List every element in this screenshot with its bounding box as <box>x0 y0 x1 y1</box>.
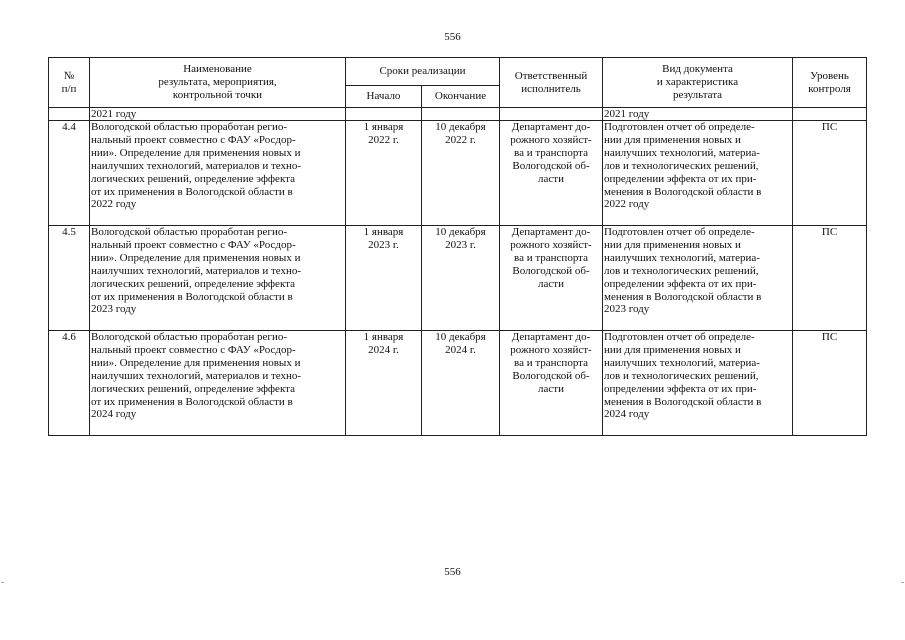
cell-start <box>346 108 422 121</box>
header-control-level: Уровень контроля <box>793 58 867 108</box>
scan-edge-mark-left <box>1 582 4 583</box>
cell-name: Вологодской областью проработан регио- нальный проект совместно с ФАУ «Росдор- нии». Определение для применения новых и наилучших технологий, материалов и техно- логических решений, определение эффекта от их применения в Вологодской области в 2023 году <box>90 226 346 331</box>
cell-control-level: ПС <box>793 226 867 331</box>
header-responsible: Ответственный исполнитель <box>500 58 603 108</box>
cell-document: Подготовлен отчет об определе- нии для применения новых и наилучших технологий, материа- лов и технологических решений, определении эффекта от их при- менения в Вологодской области в 2024 году <box>603 331 793 436</box>
header-start: Начало <box>346 86 422 108</box>
cell-responsible: Департамент до- рожного хозяйст- ва и транспорта Вологодской об- ласти <box>500 121 603 226</box>
implementation-table <box>48 57 867 436</box>
cell-start: 1 января 2024 г. <box>346 331 422 436</box>
cell-number: 4.4 <box>49 121 90 226</box>
cell-document: Подготовлен отчет об определе- нии для применения новых и наилучших технологий, материа- лов и технологических решений, определении эффекта от их при- менения в Вологодской области в 2022 году <box>603 121 793 226</box>
cell-name: Вологодской областью проработан регио- нальный проект совместно с ФАУ «Росдор- нии». Определение для применения новых и наилучших технологий, материалов и техно- логических решений, определение эффекта от их применения в Вологодской области в 2024 году <box>90 331 346 436</box>
page-number-bottom: 556 <box>444 566 461 578</box>
table-row-continuation <box>49 108 867 121</box>
cell-start: 1 января 2022 г. <box>346 121 422 226</box>
cell-document: Подготовлен отчет об определе- нии для применения новых и наилучших технологий, материа- лов и технологических решений, определении эффекта от их при- менения в Вологодской области в 2023 году <box>603 226 793 331</box>
cell-end: 10 декабря 2024 г. <box>422 331 500 436</box>
cell-number: 4.6 <box>49 331 90 436</box>
cell-end: 10 декабря 2023 г. <box>422 226 500 331</box>
cell-number <box>49 108 90 121</box>
table-row <box>49 121 867 226</box>
cell-responsible: Департамент до- рожного хозяйст- ва и транспорта Вологодской об- ласти <box>500 226 603 331</box>
cell-control-level <box>793 108 867 121</box>
header-name: Наименование результата, мероприятия, контрольной точки <box>90 58 346 108</box>
cell-name: Вологодской областью проработан регио- нальный проект совместно с ФАУ «Росдор- нии». Определение для применения новых и наилучших технологий, материалов и техно- логических решений, определение эффекта от их применения в Вологодской области в 2022 году <box>90 121 346 226</box>
header-number: № п/п <box>49 58 90 108</box>
cell-end: 10 декабря 2022 г. <box>422 121 500 226</box>
cell-responsible <box>500 108 603 121</box>
scan-edge-mark-right <box>901 582 904 583</box>
cell-end <box>422 108 500 121</box>
header-row-1 <box>49 58 867 86</box>
table-row <box>49 331 867 436</box>
cell-name: 2021 году <box>90 108 346 121</box>
cell-document: 2021 году <box>603 108 793 121</box>
cell-responsible: Департамент до- рожного хозяйст- ва и транспорта Вологодской об- ласти <box>500 331 603 436</box>
table-row <box>49 226 867 331</box>
header-period: Сроки реализации <box>346 58 500 86</box>
cell-number: 4.5 <box>49 226 90 331</box>
cell-control-level: ПС <box>793 331 867 436</box>
page-number-top: 556 <box>444 31 461 43</box>
cell-control-level: ПС <box>793 121 867 226</box>
header-document: Вид документа и характеристика результата <box>603 58 793 108</box>
header-end: Окончание <box>422 86 500 108</box>
cell-start: 1 января 2023 г. <box>346 226 422 331</box>
